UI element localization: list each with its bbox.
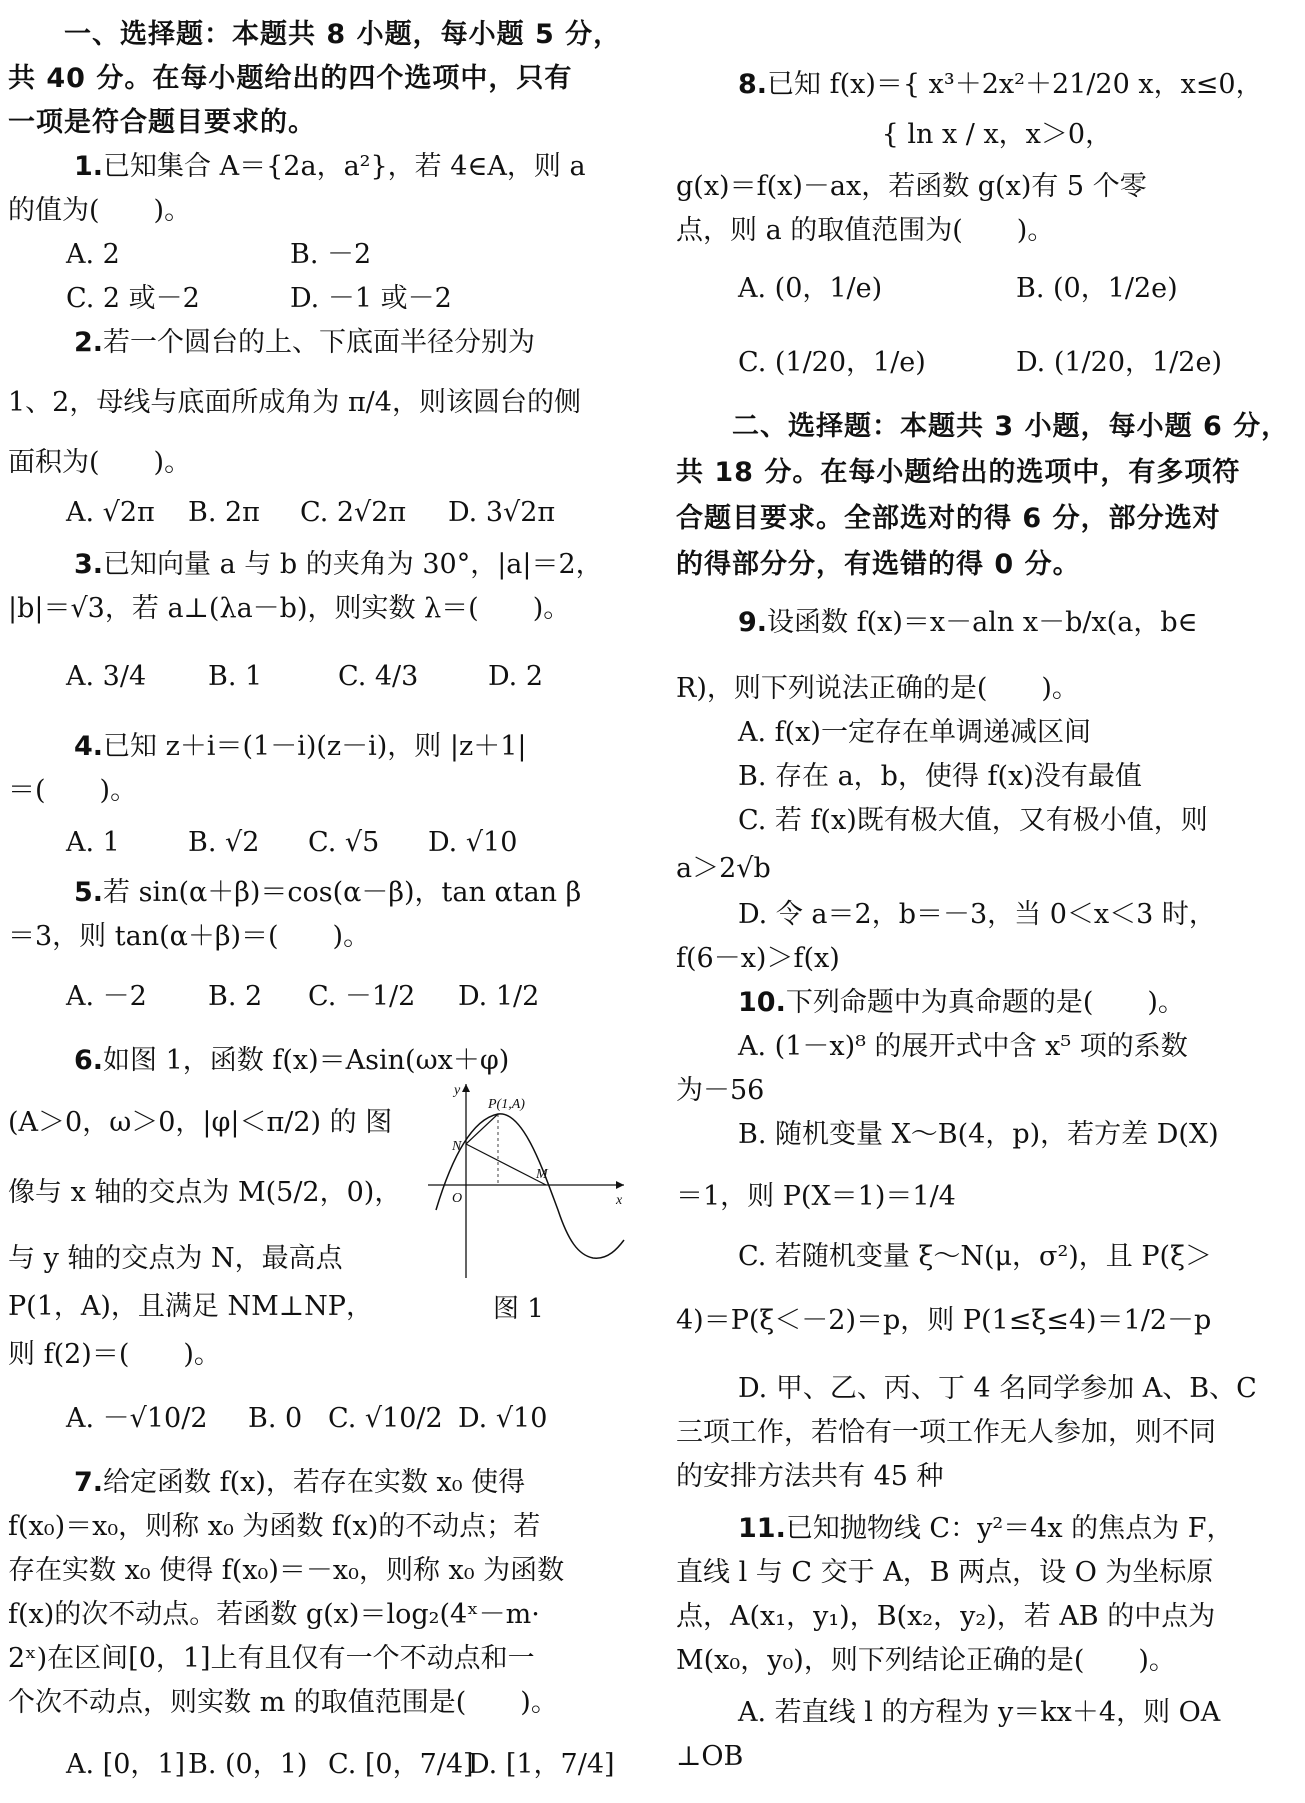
section-heading-line: 共 18 分。在每小题给出的选项中，有多项符	[676, 457, 1241, 488]
option-d: D. 3√2π	[448, 497, 556, 528]
question-number: 8.	[738, 69, 768, 100]
question-text: 如图 1，函数 f(x)＝Asin(ωx＋φ)	[103, 1045, 510, 1076]
section-heading-line: 共 40 分。在每小题给出的四个选项中，只有	[8, 63, 573, 94]
option-a: A. 3/4	[66, 661, 147, 692]
question-text: 1、2，母线与底面所成角为 π/4，则该圆台的侧	[8, 387, 581, 418]
x-axis-arrow-icon	[616, 1181, 624, 1189]
section-heading-line: 二、选择题：本题共 3 小题，每小题 6 分，	[732, 411, 1290, 442]
option-a: A. －2	[66, 981, 147, 1012]
question-text: |b|＝√3，若 a⊥(λa－b)，则实数 λ＝( )。	[8, 593, 571, 624]
option-b: B. 2	[208, 981, 263, 1012]
option-a: A. f(x)一定存在单调递减区间	[738, 717, 1091, 748]
question-text: f(x₀)＝x₀，则称 x₀ 为函数 f(x)的不动点；若	[8, 1511, 541, 1542]
option-c-cont: 4)＝P(ξ＜－2)＝p，则 P(1≤ξ≤4)＝1/2－p	[676, 1305, 1212, 1336]
question-text: P(1，A)，且满足 NM⊥NP，	[8, 1291, 373, 1322]
question-text: 面积为( )。	[8, 447, 192, 478]
question-text: 已知集合 A＝{2a，a²}，若 4∈A，则 a	[103, 151, 586, 182]
question-text: 则 f(2)＝( )。	[8, 1339, 221, 1370]
option-a: A. 2	[66, 239, 120, 270]
question-text: 2ˣ)在区间[0，1]上有且仅有一个不动点和一	[8, 1643, 535, 1674]
option-d: D. 甲、乙、丙、丁 4 名同学参加 A、B、C	[738, 1373, 1257, 1404]
question-text: M(x₀，y₀)，则下列结论正确的是( )。	[676, 1645, 1176, 1676]
option-c: C. 4/3	[338, 661, 419, 692]
option-c: C. (1/20，1/e)	[738, 347, 926, 378]
option-a: A. [0，1]	[66, 1749, 186, 1780]
option-c: C. 2 或－2	[66, 283, 200, 314]
figure-1-sine-graph	[428, 1080, 628, 1280]
question-text: 已知 f(x)＝{ x³＋2x²＋21/20 x，x≤0，	[767, 69, 1263, 100]
option-c: C. √5	[308, 827, 380, 858]
question-number: 11.	[738, 1513, 786, 1544]
figure-caption: 图 1	[493, 1294, 544, 1324]
y-axis-arrow-icon	[462, 1084, 470, 1092]
option-c: C. √10/2	[328, 1403, 443, 1434]
option-c: C. 若随机变量 ξ～N(μ，σ²)，且 P(ξ＞	[738, 1241, 1212, 1272]
option-d: D. √10	[428, 827, 518, 858]
option-a: A. √2π	[66, 497, 155, 528]
label-y: y	[454, 1083, 461, 1098]
option-b: B. √2	[188, 827, 260, 858]
sine-curve	[436, 1114, 624, 1258]
option-b: B. (0，1/2e)	[1016, 273, 1178, 304]
section-heading-line: 一、选择题：本题共 8 小题，每小题 5 分，	[64, 19, 622, 50]
question-text: R)，则下列说法正确的是( )。	[676, 673, 1079, 704]
question-4	[74, 730, 526, 764]
question-11	[738, 1512, 1233, 1546]
question-text: 像与 x 轴的交点为 M(5/2，0)，	[8, 1177, 402, 1208]
option-b: B. 0	[248, 1403, 303, 1434]
question-text: 存在实数 x₀ 使得 f(x₀)＝－x₀，则称 x₀ 为函数	[8, 1555, 565, 1586]
question-text: (A＞0，ω＞0，|φ|＜π/2) 的 图	[8, 1107, 393, 1138]
question-text: 设函数 f(x)＝x－aln x－b/x(a，b∈	[767, 607, 1198, 638]
option-b: B. －2	[290, 239, 372, 270]
option-d: D. 令 a＝2，b＝－3，当 0＜x＜3 时，	[738, 899, 1216, 930]
question-text: 下列命题中为真命题的是( )。	[785, 987, 1185, 1018]
question-text: 已知 z＋i＝(1－i)(z－i)，则 |z＋1|	[103, 731, 527, 762]
question-7	[74, 1466, 525, 1500]
option-d-cont: 三项工作，若恰有一项工作无人参加，则不同	[676, 1417, 1216, 1448]
section-heading-line: 的得部分分，有选错的得 0 分。	[676, 549, 1081, 580]
question-8	[738, 68, 1263, 102]
option-a: A. (0，1/e)	[738, 273, 883, 304]
option-c: C. 2√2π	[300, 497, 407, 528]
question-text: 若一个圆台的上、下底面半径分别为	[103, 327, 536, 358]
question-text: 的值为( )。	[8, 195, 192, 226]
option-c: C. [0，7/4]	[328, 1749, 474, 1780]
option-c-cont: a＞2√b	[676, 853, 771, 884]
option-b-cont: ＝1，则 P(X＝1)＝1/4	[676, 1181, 956, 1212]
question-text: ＝3，则 tan(α＋β)＝( )。	[8, 921, 371, 952]
question-6	[74, 1044, 509, 1078]
question-number: 2.	[74, 327, 104, 358]
option-d: D. (1/20，1/2e)	[1016, 347, 1222, 378]
label-p: P(1,A)	[488, 1097, 525, 1112]
question-2	[74, 326, 535, 360]
option-d-cont: f(6－x)＞f(x)	[676, 943, 840, 974]
question-number: 1.	[74, 151, 104, 182]
question-text: 已知抛物线 C：y²＝4x 的焦点为 F，	[785, 1513, 1234, 1544]
label-x: x	[616, 1193, 623, 1208]
option-c: C. 若 f(x)既有极大值，又有极小值，则	[738, 805, 1208, 836]
option-b: B. (0，1)	[188, 1749, 308, 1780]
question-number: 3.	[74, 549, 104, 580]
option-b: B. 1	[208, 661, 263, 692]
option-d: D. √10	[458, 1403, 548, 1434]
question-text: 与 y 轴的交点为 N，最高点	[8, 1243, 343, 1274]
option-a: A. (1－x)⁸ 的展开式中含 x⁵ 项的系数	[738, 1031, 1188, 1062]
option-a: A. －√10/2	[66, 1403, 208, 1434]
question-text: 个次不动点，则实数 m 的取值范围是( )。	[8, 1687, 558, 1718]
question-number: 10.	[738, 987, 786, 1018]
question-text: 若 sin(α＋β)＝cos(α－β)，tan αtan β	[103, 877, 582, 908]
question-10	[738, 986, 1185, 1020]
question-number: 4.	[74, 731, 104, 762]
option-d-cont: 的安排方法共有 45 种	[676, 1461, 944, 1492]
question-text: ＝( )。	[8, 775, 138, 806]
question-9	[738, 606, 1198, 640]
question-5	[74, 876, 581, 910]
option-b: B. 随机变量 X～B(4，p)，若方差 D(X)	[738, 1119, 1219, 1150]
label-m: M	[536, 1167, 548, 1182]
segment-np	[466, 1114, 498, 1144]
option-a: A. 若直线 l 的方程为 y＝kx＋4，则 OA	[738, 1697, 1221, 1728]
section-heading-line: 一项是符合题目要求的。	[8, 107, 316, 138]
label-n: N	[452, 1139, 462, 1154]
question-text: 点，则 a 的取值范围为( )。	[676, 215, 1055, 246]
label-origin: O	[452, 1191, 463, 1206]
question-1	[74, 150, 586, 184]
section-heading-line: 合题目要求。全部选对的得 6 分，部分选对	[676, 503, 1221, 534]
question-number: 5.	[74, 877, 104, 908]
option-d: D. [1，7/4]	[468, 1749, 615, 1780]
option-c: C. －1/2	[308, 981, 416, 1012]
question-text: 给定函数 f(x)，若存在实数 x₀ 使得	[103, 1467, 526, 1498]
question-number: 6.	[74, 1045, 104, 1076]
question-text: 已知向量 a 与 b 的夹角为 30°，|a|＝2，	[103, 549, 603, 580]
option-a-cont: ⊥OB	[676, 1741, 744, 1772]
option-a: A. 1	[66, 827, 120, 858]
question-text: 点，A(x₁，y₁)，B(x₂，y₂)，若 AB 的中点为	[676, 1601, 1216, 1632]
question-text: f(x)的次不动点。若函数 g(x)＝log₂(4ˣ－m·	[8, 1599, 540, 1630]
question-number: 7.	[74, 1467, 104, 1498]
option-d: D. 2	[488, 661, 544, 692]
option-d: D. －1 或－2	[290, 283, 452, 314]
question-text: g(x)＝f(x)－ax，若函数 g(x)有 5 个零	[676, 171, 1147, 202]
question-text: 直线 l 与 C 交于 A，B 两点，设 O 为坐标原	[676, 1557, 1214, 1588]
option-d: D. 1/2	[458, 981, 540, 1012]
question-text: { ln x / x，x＞0，	[738, 119, 1113, 150]
question-number: 9.	[738, 607, 768, 638]
option-b: B. 存在 a，b，使得 f(x)没有最值	[738, 761, 1142, 792]
question-3	[74, 548, 603, 582]
option-b: B. 2π	[188, 497, 260, 528]
option-a-cont: 为－56	[676, 1075, 765, 1106]
